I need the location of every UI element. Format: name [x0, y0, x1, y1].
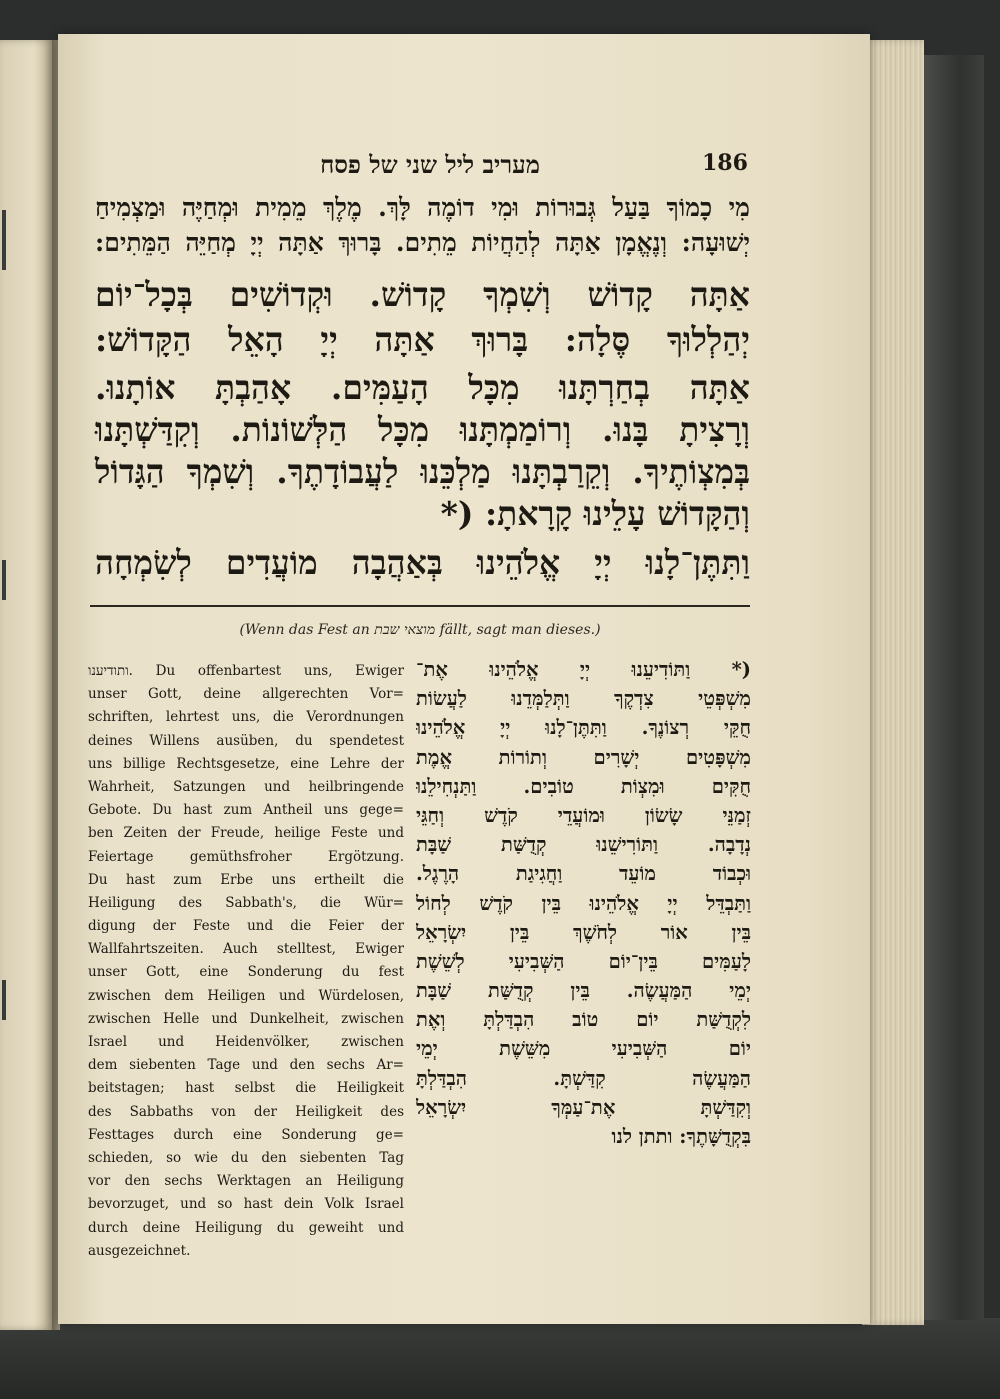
german-line: Feiertage gemüthsfroher Ergötzung.: [88, 848, 404, 865]
hebrew-note-line: זְמַנֵּי שָׂשׂוֹן וּמוֹעֲדֵי קֹדֶשׁ וְחַגֵּי: [416, 803, 751, 827]
hebrew-note-line: הַמַּעֲשֶׂה קִדַּשְׁתָּ. הִבְדַּלְתָּ: [416, 1066, 751, 1090]
running-title: מעריב ליל שני של פסח: [320, 150, 540, 179]
german-line: ותודיענו. Du offenbartest uns, Ewiger: [88, 663, 404, 679]
book-cover-right: [924, 55, 984, 1320]
german-line: zwischen Helle und Dunkelheit, zwischen: [88, 1010, 404, 1027]
hebrew-line: אַתָּה בְחַרְתָּנוּ מִכָּל הָעַמִּים. אָהַבְתָּ אוֹתָנוּ.: [95, 368, 750, 407]
german-line: schieden, so wie du den siebenten Tag: [88, 1149, 404, 1166]
hebrew-line: מִי כָמוֹךָ בַּעַל גְּבוּרוֹת וּמִי דוֹמֶה לָּךְ. מֶלֶךְ מֵמִית וּמְחַיֶּה וּמַצְמִיחַ: [95, 193, 750, 222]
german-line: dem siebenten Tage und den sechs Ar=: [88, 1057, 404, 1074]
left-page-edge: [0, 40, 52, 1330]
german-line: Gebote. Du hast zum Antheil uns gege=: [88, 802, 404, 819]
hebrew-note-line: מִשְׁפְּטֵי צִדְקֶךָ וַתְּלַמְּדֵנוּ לַעֲשׂוֹת: [416, 687, 751, 711]
german-line: Wallfahrtszeiten. Auch stelltest, Ewiger: [88, 941, 404, 958]
german-translation-column: [88, 660, 404, 1263]
hebrew-line: וַתִּתֶּן־לָנוּ יְיָ אֱלֹהֵינוּ בְּאַהֲבָה מוֹעֲדִים לְשִׂמְחָה: [95, 543, 750, 582]
hebrew-note-line: בֵּין אוֹר לְחֹשֶׁךְ בֵּין יִשְׂרָאֵל: [416, 920, 751, 944]
hebrew-line: אַתָּה קָדוֹשׁ וְשִׁמְךָ קָדוֹשׁ. וּקְדוֹשִׁים בְּכָל־יוֹם: [95, 275, 750, 314]
hebrew-note-line: לָעַמִּים בֵּין־יוֹם הַשְּׁבִיעִי לְשֵׁשֶׁת: [416, 949, 751, 973]
hebrew-line: יְהַלְלוּךָ סֶּלָה: בָּרוּךְ אַתָּה יְיָ הָאֵל הַקָּדוֹשׁ:: [95, 320, 750, 359]
hebrew-note-line: חֻקֵּי רְצוֹנֶךָ. וַתִּתֶּן־לָנוּ יְיָ אֱלֹהֵינוּ: [416, 716, 751, 740]
hebrew-line: וְהַקָּדוֹשׁ עָלֵינוּ קָרָאתָ: (*: [440, 494, 750, 533]
german-line: Wahrheit, Satzungen und heilbringende: [88, 778, 404, 795]
german-line: ausgezeichnet.: [88, 1242, 191, 1259]
german-line: uns billige Rechtsgesetze, eine Lehre der: [88, 755, 404, 772]
left-page-text-fragment: [2, 980, 6, 1020]
hebrew-note-column: [416, 655, 751, 1151]
german-line: schriften, lehrtest uns, die Verordnungen: [88, 709, 404, 726]
hebrew-note-line: וַתַּבְדֵּל יְיָ אֱלֹהֵינוּ בֵּין קֹדֶשׁ לְחוֹל: [416, 891, 751, 915]
german-line: beitstagen; hast selbst die Heiligkeit: [88, 1080, 404, 1097]
german-line: ben Zeiten der Freude, heilige Feste und: [88, 825, 404, 842]
hebrew-line: בְּמִצְוֹתֶיךָ. וְקֵרַבְתָּנוּ מַלְכֵּנוּ לַעֲבוֹדָתֶךָ. וְשִׁמְךָ הַגָּדוֹל: [95, 452, 750, 491]
german-line: durch deine Heiligung du geweiht und: [88, 1219, 404, 1236]
german-line: Israel und Heidenvölker, zwischen: [88, 1034, 404, 1050]
hebrew-note-line: וְקִדַּשְׁתָּ אֶת־עַמְּךָ יִשְׂרָאֵל: [416, 1095, 751, 1119]
german-line: unser Gott, eine Sonderung du fest: [88, 964, 404, 981]
footnote-rule: [90, 605, 750, 607]
hebrew-note-line: חֻקִּים וּמִצְוֹת טוֹבִים. וַתַּנְחִילֵנוּ: [416, 774, 751, 798]
german-line: Heiligung des Sabbath's, die Wür=: [88, 894, 404, 911]
hebrew-note-line: נְדָבָה. וַתּוֹרִישֵׁנוּ קְדֻשַּׁת שַׁבָּת: [416, 833, 751, 857]
german-line: bevorzuget, und so hast dein Volk Israel: [88, 1196, 404, 1213]
hebrew-note-line: מִשְׁפָּטִים יְשָׁרִים וְתוֹרוֹת אֱמֶת: [416, 745, 751, 769]
hebrew-note-line: יוֹם הַשְּׁבִיעִי מִשֵּׁשֶׁת יְמֵי: [416, 1037, 751, 1061]
german-line: digung der Feste und die Feier der: [88, 918, 404, 935]
german-line: vor den sechs Werktagen an Heiligung: [88, 1173, 404, 1190]
german-line: Du hast zum Erbe uns ertheilt die: [88, 871, 404, 888]
hebrew-note-line: לִקְדֻשַּׁת יוֹם טוֹב הִבְדַּלְתָּ וְאֶת: [416, 1008, 751, 1032]
left-page-text-fragment: [2, 560, 6, 600]
hebrew-note-line: (* וַתּוֹדִיעֵנוּ יְיָ אֱלֹהֵינוּ אֶת־: [416, 658, 751, 681]
page-block-edges: [862, 40, 924, 1325]
page-number: 186: [702, 150, 748, 176]
hebrew-line: יְשׁוּעָה: וְנֶאֱמָן אַתָּה לְהַחֲיוֹת מֵתִים. בָּרוּךְ אַתָּה יְיָ מְחַיֵּה הַמֵּתִים:: [95, 228, 750, 257]
german-line: zwischen dem Heiligen und Würdelosen,: [88, 987, 404, 1004]
hebrew-note-line: וּכְבוֹד מוֹעֵד וַחֲגִיגַת הָרֶגֶל.: [416, 862, 751, 886]
hebrew-line: וְרָצִיתָ בָּנוּ. וְרוֹמַמְתָּנוּ מִכָּל הַלְּשׁוֹנוֹת. וְקִדַּשְׁתָּנוּ: [95, 410, 750, 449]
german-line: Festtages durch eine Sonderung ge=: [88, 1126, 404, 1143]
hebrew-note-line: יְמֵי הַמַּעֲשֶׂה. בֵּין קְדֻשַּׁת שַׁבָּת: [416, 979, 751, 1003]
book-cover-bottom: [0, 1318, 1000, 1399]
german-line: des Sabbaths von der Heiligkeit des: [88, 1103, 404, 1120]
left-page-text-fragment: [2, 210, 6, 270]
german-line: unser Gott, deine allgerechten Vor=: [88, 686, 404, 703]
footnote-heading: (Wenn das Fest an מוצאי שבת fällt, sagt man dieses.): [239, 622, 601, 638]
hebrew-note-line: בִּקְדֻשָּׁתֶךָ: ותתן לנו: [611, 1125, 751, 1148]
german-line: deines Willens ausüben, du spendetest: [88, 732, 404, 749]
